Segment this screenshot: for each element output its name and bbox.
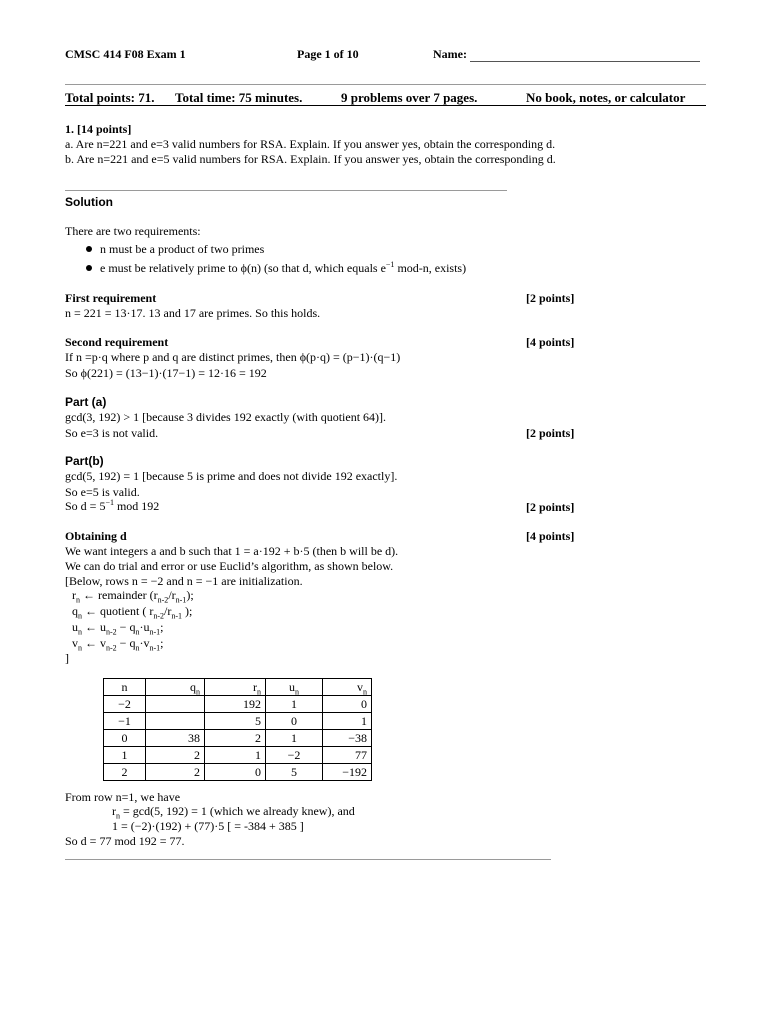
table-row	[104, 764, 372, 781]
header-u-sub: n	[295, 687, 299, 697]
table-cell: 2	[146, 764, 205, 781]
header-n-label: n	[121, 680, 128, 694]
formula-u: $u_n$ ← $u_{n-2} - q_n\cdot u_{n-1}$;	[72, 620, 164, 637]
problem-points: [14 points]	[77, 122, 132, 136]
requirement-1: n must be a product of two primes	[100, 242, 265, 256]
obtaining-d-title: Obtaining d	[65, 529, 127, 543]
top-rule	[65, 84, 706, 85]
part-a-line-1: gcd(3, 192) > 1 [because 3 divides 192 exactly (with quotient 64)].	[65, 410, 387, 424]
euclid-table	[103, 678, 372, 781]
table-cell: 2	[104, 764, 146, 781]
table-cell: 77	[323, 747, 372, 764]
first-requirement-points: [2 points]	[526, 291, 575, 305]
phi-symbol: ϕ	[240, 261, 247, 275]
table-cell: 1	[266, 696, 323, 713]
table-cell	[146, 696, 205, 713]
header-u-label: u	[289, 680, 295, 694]
second-requirement-line-2: So ϕ(221) = (13−1)·(17−1) = 12·16 = 192	[65, 366, 267, 380]
total-points: Total points: 71.	[65, 90, 155, 105]
table-cell: −192	[323, 764, 372, 781]
solution-rule	[65, 190, 507, 191]
name-label: Name:	[433, 47, 467, 61]
second-requirement-title: Second requirement	[65, 335, 169, 349]
table-row	[104, 696, 372, 713]
conclusion-line-2-a: r	[112, 804, 116, 818]
conclusion-line-2-b: = gcd(5, 192) = 1 (which we already knew), and	[120, 804, 355, 818]
name-line	[470, 61, 700, 62]
header-r	[205, 679, 266, 696]
first-requirement-title: First requirement	[65, 291, 157, 305]
part-a-points: [2 points]	[526, 426, 575, 440]
total-time: Total time: 75 minutes.	[175, 90, 303, 105]
header-u	[266, 679, 323, 696]
summary-underline	[65, 105, 706, 106]
second-requirement-points: [4 points]	[526, 335, 575, 349]
table-cell: 1	[266, 730, 323, 747]
course-title: CMSC 414 F08 Exam 1	[65, 47, 186, 61]
table-cell: 2	[146, 747, 205, 764]
conclusion-line-4: So d = 77 mod 192 = 77.	[65, 834, 185, 848]
part-a-title: Part (a)	[65, 395, 107, 409]
table-cell	[146, 713, 205, 730]
header-q-label: q	[190, 680, 196, 694]
header-q-sub: n	[196, 687, 200, 697]
part-b-line-2: So e=5 is valid.	[65, 485, 140, 499]
second-requirement-line-1: If n =p·q where p and q are distinct primes, then ϕ(p·q) = (p−1)·(q−1)	[65, 350, 401, 364]
header-v-sub: n	[363, 687, 367, 697]
table-cell: 1	[104, 747, 146, 764]
problem-count: 9 problems over 7 pages.	[341, 90, 478, 105]
header-r-sub: n	[257, 687, 261, 697]
part-b-line-3-a: So d = 5	[65, 499, 106, 513]
table-cell: 5	[205, 713, 266, 730]
formula-q: $q_n$ ← quotient ( $r_{n-2}/r_{n-1}$ );	[72, 604, 193, 621]
bullet-icon	[86, 246, 92, 252]
table-cell: 1	[323, 713, 372, 730]
part-b-line-3-b: mod 192	[113, 499, 160, 513]
table-cell: −2	[104, 696, 146, 713]
part-a-line-2: So e=3 is not valid.	[65, 426, 159, 440]
table-cell: 1	[205, 747, 266, 764]
obtaining-d-line-2: We can do trial and error or use Euclid’s algorithm, as shown below.	[65, 559, 394, 573]
requirement-2-text-b: (n) (so that d, which equals e	[246, 261, 386, 275]
table-row	[104, 730, 372, 747]
question-a: a. Are n=221 and e=3 valid numbers for RSA. Explain. If you answer yes, obtain the corresponding d.	[65, 137, 556, 151]
obtaining-d-line-1: We want integers a and b such that 1 = a·192 + b·5 (then b will be d).	[65, 544, 399, 558]
requirement-2-text-a: e must be relatively prime to	[100, 261, 241, 275]
table-cell: 5	[266, 764, 323, 781]
table-row	[104, 713, 372, 730]
obtaining-d-points: [4 points]	[526, 529, 575, 543]
table-header-row	[104, 679, 372, 696]
table-cell: 0	[205, 764, 266, 781]
solution-intro: There are two requirements:	[65, 224, 201, 238]
requirement-2	[100, 261, 466, 276]
part-b-points: [2 points]	[526, 500, 575, 514]
exam-rules: No book, notes, or calculator	[526, 90, 686, 105]
requirement-2-text-c: mod-n, exists)	[394, 261, 467, 275]
formula-r: $r_n$ ← remainder $(r_{n-2}/r_{n-1})$;	[72, 588, 194, 605]
problem-number: 1.	[65, 122, 74, 136]
table-row	[104, 747, 372, 764]
header-q	[146, 679, 205, 696]
bottom-rule	[65, 859, 551, 860]
table-cell: 0	[104, 730, 146, 747]
table-cell: −38	[323, 730, 372, 747]
formula-v: $v_n$ ← $v_{n-2} - q_n\cdot v_{n-1}$;	[72, 636, 164, 653]
problem-heading	[65, 122, 131, 137]
table-cell: −2	[266, 747, 323, 764]
inverse-superscript: −1	[105, 498, 114, 507]
question-b: b. Are n=221 and e=5 valid numbers for RSA. Explain. If you answer yes, obtain the corresponding d.	[65, 152, 556, 166]
table-cell: 0	[323, 696, 372, 713]
header-v	[323, 679, 372, 696]
conclusion-line-2	[112, 804, 355, 819]
page-number: Page 1 of 10	[297, 47, 359, 61]
table-cell: −1	[104, 713, 146, 730]
conclusion-line-2-sub: n	[116, 811, 120, 821]
bullet-icon	[86, 265, 92, 271]
header-n	[104, 679, 146, 696]
closing-bracket: ]	[65, 651, 69, 665]
table-cell: 192	[205, 696, 266, 713]
part-b-title: Part(b)	[65, 454, 104, 468]
table-cell: 2	[205, 730, 266, 747]
part-b-line-1: gcd(5, 192) = 1 [because 5 is prime and does not divide 192 exactly].	[65, 469, 398, 483]
conclusion-line-3: 1 = (−2)·(192) + (77)·5 [ = -384 + 385 ]	[112, 819, 304, 833]
table-cell: 38	[146, 730, 205, 747]
conclusion-line-1: From row n=1, we have	[65, 790, 181, 804]
inverse-superscript: −1	[385, 260, 395, 269]
solution-heading: Solution	[65, 195, 113, 209]
header-r-label: r	[253, 680, 257, 694]
obtaining-d-line-3: [Below, rows n = −2 and n = −1 are initialization.	[65, 574, 303, 588]
header-v-label: v	[357, 680, 363, 694]
first-requirement-text: n = 221 = 13·17. 13 and 17 are primes. So this holds.	[65, 306, 321, 320]
part-b-line-3	[65, 499, 159, 514]
table-cell: 0	[266, 713, 323, 730]
